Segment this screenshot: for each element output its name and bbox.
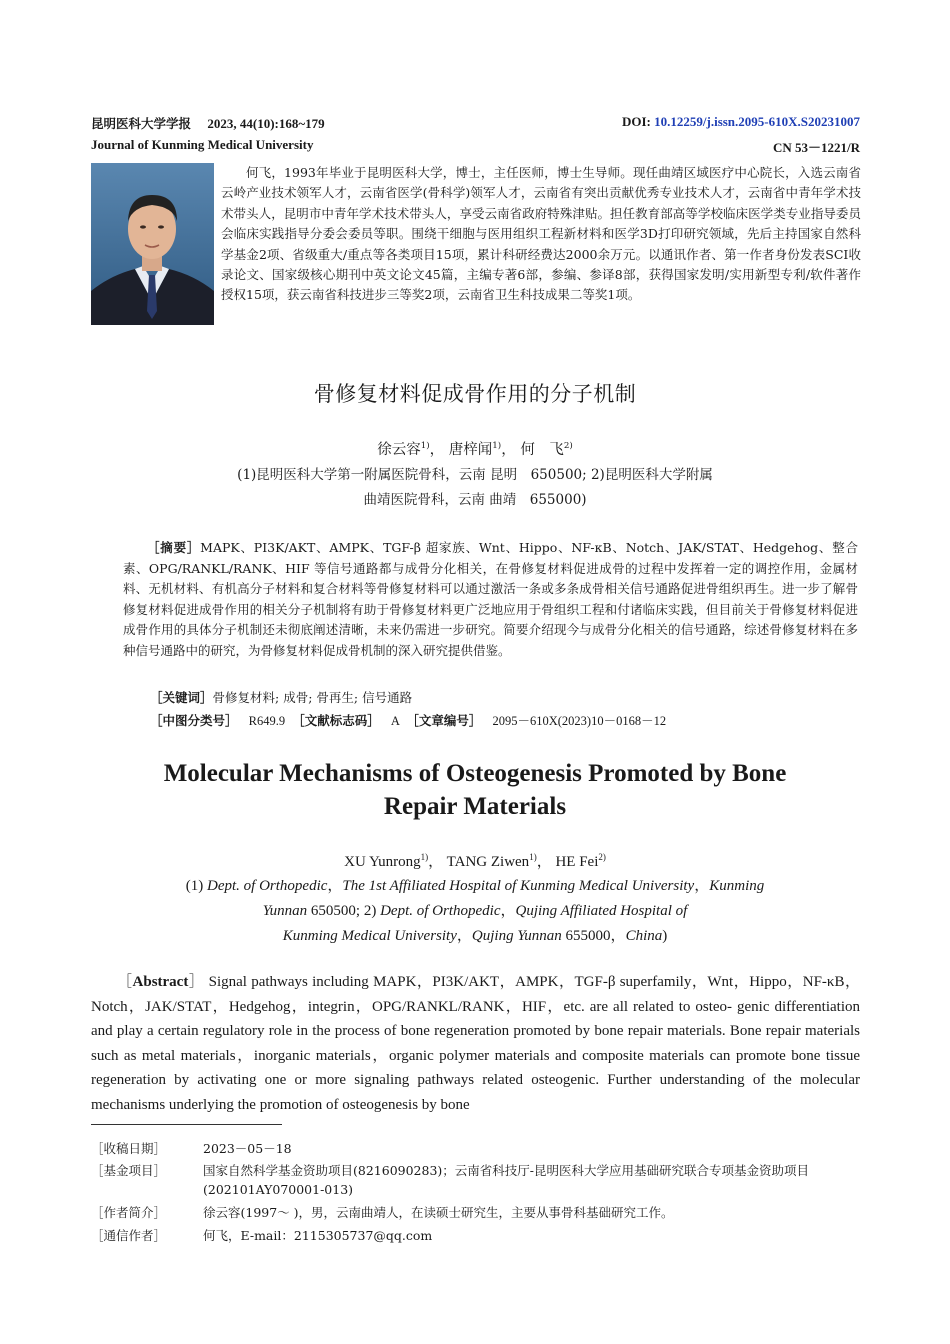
affiliation-en — [130, 874, 820, 949]
article-title-cn: 骨修复材料促成骨作用的分子机制 — [313, 382, 637, 406]
affiliation-line — [130, 899, 820, 924]
footnote-value[interactable]: 何飞，E-mail：2115305737@qq.com — [203, 1228, 433, 1243]
keywords-cn — [150, 688, 412, 706]
country: China — [625, 928, 663, 944]
author-portrait — [91, 163, 214, 325]
keywords-label: ［关键词］ — [150, 690, 213, 705]
footnote-label: ［作者简介］ — [91, 1205, 167, 1220]
footnote-label: ［通信作者］ — [91, 1228, 167, 1243]
classification-line — [150, 711, 666, 729]
affiliation-cn — [170, 463, 780, 513]
separator: ， — [501, 442, 516, 458]
article-number-value: 2095－610X(2023)10－0168－12 — [492, 714, 667, 728]
hospital-2: Qujing Affiliated Hospital of — [515, 903, 688, 919]
separator: ， — [429, 442, 445, 458]
doi-label: DOI: — [622, 114, 651, 129]
article-title-en — [0, 757, 950, 823]
author-affiliation-mark: 2) — [563, 441, 573, 452]
abstract-cn — [123, 538, 858, 662]
hospital-1: The 1st Affiliated Hospital of Kunming Medical University — [342, 878, 695, 894]
aff-close: ) — [662, 928, 668, 944]
journal-name-en: Journal of Kunming Medical University — [91, 137, 314, 152]
author-name: XU Yunrong — [344, 854, 421, 870]
zip-1: 650500; 2) — [307, 903, 381, 919]
city-2: Qujing Yunnan — [471, 928, 562, 944]
author-name: TANG Ziwen — [446, 854, 530, 870]
author-bio: 何飞，1993年毕业于昆明医科大学，博士，主任医师，博士生导师。现任曲靖区域医疗中心院长，入选云南省云岭产业技术领军人才，云南省医学(骨科学)领军人才，云南省有突出贡献优秀专业技术人才，云南省中青年学术技术带头人，昆明市中青年学术技术带头人，享受云南省政府特殊津贴。担任教育部高等学校临床医学类专业指导委员会临床实践指导分委会委员等职。围绕干细胞与医用组织工程新材料和医学3D打印研究领域，先后主持国家自然科学基金2项、省级重大/重点等各类项目15项，累计科研经费达2000余万元。以通讯作者、第一作者身份发表SCI收录论文、国家级核心期刊中英文论文45篇，主编专著6部，参编、参译8部，获得国家发明/实用新型专利/软件著作授权15项，获云南省科技进步三等奖2项，云南省卫生科技成果二等奖1项。 — [221, 165, 861, 303]
separator: ， — [327, 878, 343, 894]
doi-link[interactable]: 10.12259/j.issn.2095-610X.S20231007 — [654, 114, 860, 129]
affiliation-line: 曲靖医院骨科，云南 曲靖 655000) — [363, 492, 587, 508]
footnote-received — [91, 1139, 866, 1158]
portrait-image — [91, 163, 214, 325]
footnote-label: ［基金项目］ — [91, 1163, 167, 1178]
author-affiliation-mark: 1) — [420, 441, 430, 452]
class-label: ［中图分类号］ — [150, 713, 238, 728]
doccode-label: ［文献标志码］ — [292, 713, 380, 728]
hospital-2-cont: Kunming Medical University — [282, 928, 457, 944]
affiliation-line — [130, 924, 820, 949]
author-name: 徐云容 — [377, 442, 421, 458]
separator: ， — [694, 878, 710, 894]
footnote-value: 国家自然科学基金资助项目(8216090283)；云南省科技厅-昆明医科大学应用基础研究联合专项基金资助项目(202101AY070001-013) — [203, 1163, 810, 1197]
author-name: 何 飞 — [520, 442, 564, 458]
author-list-cn — [0, 438, 950, 459]
affiliation-line — [130, 874, 820, 899]
zip-2: 655000， — [561, 928, 626, 944]
author-name: 唐梓闻 — [448, 442, 493, 458]
abstract-en — [91, 970, 860, 1117]
article-number-label: ［文章编号］ — [406, 713, 482, 728]
abstract-text-cn: MAPK、PI3K/AKT、AMPK、TGF-β 超家族、Wnt、Hippo、NF-κB、Notch、JAK/STAT、Hedgehog、整合素、OPG/RANKL/RANK、HIF 等信号通路都与成骨分化相关，在骨修复材料促进成骨的过程中发挥着一定的调控作用，金属材料、无机材料、有机高分子材料和复合材料等骨修复材料可以通过激活一条或多条成骨相关信号通路促进骨组织再生。进一步了解骨修复材料促进成骨作用的相关分子机制将有助于骨修复材料更广泛地应用于骨组织工程和付诸临床实践，但目前关于骨修复材料促进成骨作用的具体分子机制还未彻底阐述清晰，未来仍需进一步研究。简要介绍现今与成骨分化相关的信号通路，综述骨修复材料在多种信号通路中的研究，为骨修复材料促成骨机制的深入研究提供借鉴。 — [123, 540, 858, 658]
footnote-value: 2023－05－18 — [203, 1141, 292, 1156]
footnote-funding — [91, 1161, 866, 1199]
abstract-label-cn: ［摘要］ — [147, 540, 201, 555]
bracket-open: ［ — [117, 974, 133, 990]
footnote-corresponding — [91, 1226, 866, 1245]
cn-number: CN 53－1221/R — [772, 140, 860, 155]
aff-prefix: (1) — [185, 878, 207, 894]
author-list-en — [0, 850, 950, 871]
author-name: HE Fei — [555, 854, 599, 870]
title-line: Molecular Mechanisms of Osteogenesis Promoted by Bone — [163, 760, 787, 787]
footnote-divider — [91, 1124, 282, 1125]
footnote-author-bio — [91, 1203, 866, 1222]
doccode-value: A — [390, 714, 400, 728]
abstract-label-en: Abstract — [132, 974, 189, 990]
author-affiliation-mark: 1) — [529, 852, 537, 862]
doi[interactable] — [622, 114, 860, 130]
journal-name-cn: 昆明医科大学学报 — [91, 116, 192, 131]
separator: ， — [536, 854, 552, 870]
separator: ， — [456, 928, 472, 944]
province-1: Yunnan — [262, 903, 308, 919]
issue-info: 2023, 44(10):168~179 — [207, 116, 325, 131]
class-value: R649.9 — [248, 714, 286, 728]
city-1: Kunming — [709, 878, 765, 894]
footnote-value: 徐云容(1997～ )，男，云南曲靖人，在读硕士研究生，主要从事骨科基础研究工作。 — [203, 1205, 674, 1220]
author-affiliation-mark: 1) — [492, 441, 502, 452]
dept-1: Dept. of Orthopedic — [207, 878, 328, 894]
author-affiliation-mark: 1) — [420, 852, 429, 862]
author-affiliation-mark: 2) — [598, 852, 606, 862]
journal-header — [91, 114, 325, 132]
title-line: Repair Materials — [383, 793, 567, 820]
separator: ， — [428, 854, 444, 870]
dept-2: Dept. of Orthopedic — [380, 903, 501, 919]
bracket-close: ］ — [188, 974, 205, 990]
affiliation-line: (1)昆明医科大学第一附属医院骨科，云南 昆明 650500; 2)昆明医科大学附属 — [237, 467, 713, 483]
footnote-label: ［收稿日期］ — [91, 1141, 167, 1156]
keywords-text: 骨修复材料; 成骨; 骨再生; 信号通路 — [212, 690, 413, 705]
separator: ， — [500, 903, 516, 919]
abstract-text-en: Signal pathways including MAPK，PI3K/AKT，AMPK，TGF-β superfamily，Wnt，Hippo，NF-κB，Notch，JAK/STAT，Hedgehog，integrin，OPG/RANKL/RANK，HIF，etc. are all related to osteo- genic differentiation and play a certain regulatory role in the process of bone regeneration promoted by bone repair materials. Bone repair materials such as metal materials，inorganic materials，organic polymer materials and composite materials can promote bone tissue regeneration by activating one or more signaling pathways related osteogenic. Further understanding of the molecular mechanisms underlying the promotion of osteogenesis by bone — [91, 974, 860, 1113]
